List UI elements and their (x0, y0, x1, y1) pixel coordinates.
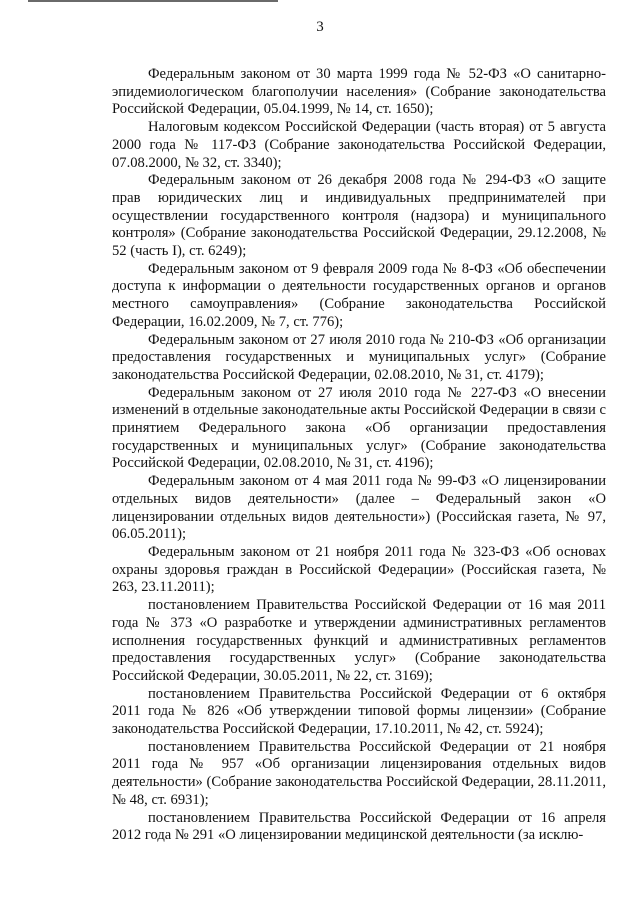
paragraph-1: Федеральным законом от 30 марта 1999 года № 52-ФЗ «О санитарно-эпидемиологическом благополучии населения» (Собрание законодательства Российской Федерации, 05.04.1999, № 14, ст. 1650); (112, 66, 606, 118)
paragraph-6: Федеральным законом от 27 июля 2010 года № 227-ФЗ «О внесении изменений в отдельные законодательные акты Российской Федерации в связи с принятием Федерального закона «Об организации предоставления государственных и муниципальных услуг» (Собрание законодательства Российской Федерации, 02.08.2010, № 31, ст. 4196); (112, 384, 606, 472)
paragraph-8: Федеральным законом от 21 ноября 2011 года № 323-ФЗ «Об основах охраны здоровья граждан в Российской Федерации» (Российская газета, № 263, 23.11.2011); (112, 543, 606, 596)
paragraph-5: Федеральным законом от 27 июля 2010 года № 210-ФЗ «Об организации предоставления государственных и муниципальных услуг» (Собрание законодательства Российской Федерации, 02.08.2010, № 31, ст. 4179); (112, 331, 606, 383)
paragraph-3: Федеральным законом от 26 декабря 2008 года № 294-ФЗ «О защите прав юридических лиц и индивидуальных предпринимателей при осуществлении государственного контроля (надзора) и муниципального контроля» (Собрание законодательства Российской Федерации, 29.12.2008, № 52 (часть I), ст. 6249); (112, 172, 606, 260)
paragraph-11: постановлением Правительства Российской Федерации от 21 ноября 2011 года № 957 «Об организации лицензирования отдельных видов деятельности» (Собрание законодательства Российской Федерации, 28.11.2011, № 48, ст. 6931); (112, 738, 606, 808)
paragraph-2: Налоговым кодексом Российской Федерации (часть вторая) от 5 августа 2000 года № 117-ФЗ (Собрание законодательства Российской Федерации, 07.08.2000, № 32, ст. 3340); (112, 119, 606, 171)
paragraph-12: постановлением Правительства Российской Федерации от 16 апреля 2012 года № 291 «О лицензировании медицинской деятельности (за исклю- (112, 809, 606, 844)
document-body (112, 66, 606, 845)
paragraph-10: постановлением Правительства Российской Федерации от 6 октября 2011 года № 826 «Об утверждении типовой формы лицензии» (Собрание законодательства Российской Федерации, 17.10.2011, № 42, ст. 5924); (112, 685, 606, 738)
top-rule (28, 0, 278, 2)
page-number: 3 (316, 19, 324, 35)
paragraph-4: Федеральным законом от 9 февраля 2009 года № 8-ФЗ «Об обеспечении доступа к информации о деятельности государственных органов и органов местного самоуправления» (Собрание законодательства Российской Федерации, 16.02.2009, № 7, ст. 776); (112, 260, 606, 330)
paragraph-7: Федеральным законом от 4 мая 2011 года № 99-ФЗ «О лицензировании отдельных видов деятельности» (далее – Федеральный закон «О лицензировании отдельных видов деятельности») (Российская газета, № 97, 06.05.2011); (112, 473, 606, 543)
paragraph-9: постановлением Правительства Российской Федерации от 16 мая 2011 года № 373 «О разработке и утверждении административных регламентов исполнения государственных функций и административных регламентов предоставления государственных услуг» (Собрание законодательства Российской Федерации, 30.05.2011, № 22, ст. 3169); (112, 597, 606, 684)
